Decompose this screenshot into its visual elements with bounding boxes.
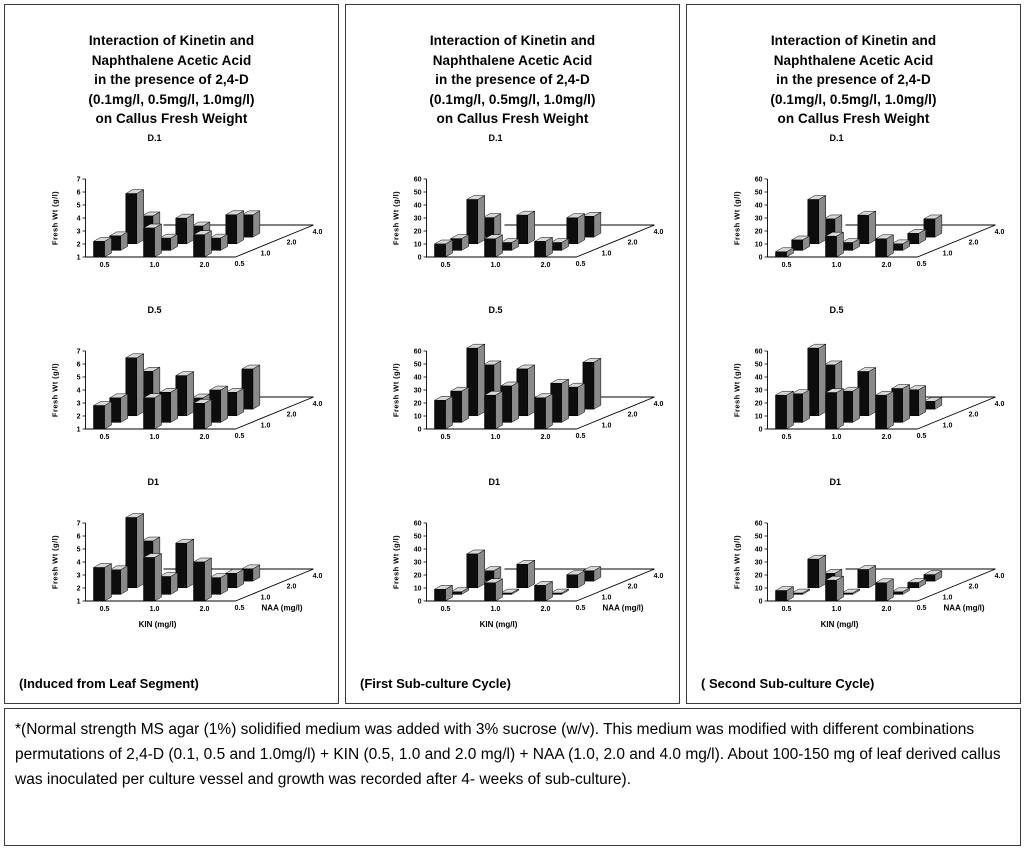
svg-text:0.5: 0.5 (440, 606, 451, 613)
plot-area (346, 317, 679, 467)
chart-series-label: D.5 (829, 305, 844, 315)
panel-title-line: in the presence of 2,4-D (776, 72, 931, 88)
svg-text:0.5: 0.5 (575, 433, 586, 440)
svg-text:0: 0 (417, 426, 422, 434)
bar-chart-3d (5, 145, 338, 295)
svg-text:1.0: 1.0 (831, 434, 842, 441)
svg-text:2.0: 2.0 (881, 434, 892, 441)
plot-area (346, 145, 679, 295)
svg-text:5: 5 (76, 374, 81, 382)
svg-text:Fresh Wt (g/l): Fresh Wt (g/l) (391, 362, 401, 418)
svg-text:50: 50 (413, 533, 422, 541)
bar-chart-3d (687, 145, 1020, 295)
svg-text:1: 1 (76, 254, 81, 262)
svg-text:2.0: 2.0 (540, 262, 551, 269)
svg-text:1.0: 1.0 (149, 606, 160, 613)
svg-text:40: 40 (754, 374, 763, 382)
svg-text:10: 10 (413, 413, 422, 421)
chart-series-label: D.1 (829, 133, 844, 143)
panel-caption: ( Second Sub-culture Cycle) (701, 676, 875, 691)
svg-text:Fresh Wt (g/l): Fresh Wt (g/l) (732, 190, 742, 246)
svg-text:50: 50 (413, 189, 422, 197)
svg-text:1.0: 1.0 (490, 606, 501, 613)
svg-text:0.5: 0.5 (781, 606, 792, 613)
svg-text:30: 30 (754, 215, 763, 223)
svg-text:20: 20 (754, 400, 763, 408)
svg-text:0: 0 (417, 254, 422, 262)
svg-text:1.0: 1.0 (260, 594, 271, 602)
panel-title-line: Naphthalene Acetic Acid (432, 52, 593, 68)
svg-text:0.5: 0.5 (781, 434, 792, 441)
svg-text:4.0: 4.0 (312, 229, 323, 236)
panel-caption: (First Sub-culture Cycle) (360, 676, 511, 691)
svg-text:5: 5 (76, 202, 81, 210)
chart-stack (5, 133, 338, 663)
chart-stack (687, 133, 1020, 663)
svg-text:4.0: 4.0 (653, 401, 664, 408)
plot-area (5, 317, 338, 467)
svg-text:Fresh Wt (g/l): Fresh Wt (g/l) (391, 534, 401, 590)
panel-title-line: on Callus Fresh Weight (95, 111, 248, 127)
svg-text:2: 2 (76, 585, 81, 593)
svg-text:4: 4 (76, 387, 81, 395)
svg-text:5: 5 (76, 546, 81, 554)
svg-text:40: 40 (754, 546, 763, 554)
svg-text:2.0: 2.0 (286, 411, 297, 419)
svg-text:NAA (mg/l): NAA (mg/l) (261, 603, 303, 613)
panel-title (346, 31, 679, 129)
svg-text:0.5: 0.5 (440, 434, 451, 441)
chart-stack (346, 133, 679, 663)
svg-text:60: 60 (754, 176, 763, 184)
panel-title-line: Interaction of Kinetin and (429, 33, 596, 48)
bar-chart-3d (346, 317, 679, 467)
plot-area (687, 317, 1020, 467)
bar-chart-3d (5, 317, 338, 467)
chart-panel (345, 4, 680, 704)
svg-text:30: 30 (754, 559, 763, 567)
svg-text:60: 60 (413, 520, 422, 528)
svg-text:Fresh Wt (g/l): Fresh Wt (g/l) (732, 362, 742, 418)
chart-D1 (687, 477, 1020, 640)
svg-text:2.0: 2.0 (968, 411, 979, 419)
svg-text:0.5: 0.5 (781, 262, 792, 269)
svg-text:20: 20 (754, 228, 763, 236)
svg-text:20: 20 (754, 572, 763, 580)
svg-text:40: 40 (754, 202, 763, 210)
svg-text:4.0: 4.0 (994, 229, 1005, 236)
chart-series-label: D.1 (147, 133, 162, 143)
bar-chart-3d (687, 489, 1020, 639)
svg-text:4: 4 (76, 559, 81, 567)
svg-text:10: 10 (413, 585, 422, 593)
svg-text:Fresh Wt (g/l): Fresh Wt (g/l) (732, 534, 742, 590)
svg-text:2.0: 2.0 (627, 583, 638, 591)
svg-text:0.5: 0.5 (916, 433, 927, 440)
svg-text:7: 7 (76, 348, 81, 356)
svg-text:4.0: 4.0 (994, 401, 1005, 408)
svg-text:3: 3 (76, 400, 81, 408)
svg-text:60: 60 (413, 348, 422, 356)
svg-text:0: 0 (758, 426, 763, 434)
svg-text:0.5: 0.5 (99, 606, 110, 613)
chart-series-label: D.1 (488, 133, 503, 143)
footnote-text: *(Normal strength MS agar (1%) solidified medium was added with 3% sucrose (w/v). This medium was modified with different combinations permutations of 2,4-D (0.1, 0.5 and 1.0mg/l) + KIN (0.5, 1.0 and 2.0 mg/l) + NAA (1.0, 2.0 and 4.0 mg/l). About 100-150 mg of leaf derived callus was inoculated per culture vessel and growth was recorded after 4- weeks of sub-culture). (15, 721, 1001, 789)
chart-series-label: D1 (488, 477, 501, 487)
svg-text:0.5: 0.5 (234, 433, 245, 440)
chart-D-5 (5, 305, 338, 468)
footnote-box (4, 708, 1021, 846)
panel-title-line: (0.1mg/l, 0.5mg/l, 1.0mg/l) (429, 91, 596, 107)
svg-text:6: 6 (76, 361, 81, 369)
svg-text:1.0: 1.0 (831, 262, 842, 269)
svg-text:0.5: 0.5 (916, 605, 927, 612)
svg-text:0.5: 0.5 (234, 605, 245, 612)
svg-text:40: 40 (413, 202, 422, 210)
svg-text:2: 2 (76, 413, 81, 421)
svg-text:20: 20 (413, 228, 422, 236)
svg-text:NAA (mg/l): NAA (mg/l) (943, 603, 985, 613)
chart-D-1 (346, 133, 679, 296)
svg-text:0: 0 (758, 254, 763, 262)
panel-title-line: Naphthalene Acetic Acid (91, 52, 252, 68)
svg-text:4: 4 (76, 215, 81, 223)
bar-chart-3d (687, 317, 1020, 467)
svg-text:40: 40 (413, 546, 422, 554)
bar-chart-3d (346, 145, 679, 295)
svg-text:1.0: 1.0 (601, 594, 612, 602)
svg-text:1.0: 1.0 (490, 434, 501, 441)
panel-title-line: in the presence of 2,4-D (94, 72, 249, 88)
svg-text:2.0: 2.0 (627, 411, 638, 419)
chart-D1 (5, 477, 338, 640)
svg-text:Fresh Wt (g/l): Fresh Wt (g/l) (391, 190, 401, 246)
chart-series-label: D.5 (488, 305, 503, 315)
svg-text:10: 10 (413, 241, 422, 249)
svg-text:2.0: 2.0 (540, 434, 551, 441)
panel-title-line: Interaction of Kinetin and (88, 33, 255, 48)
plot-area (5, 145, 338, 295)
plot-area (5, 489, 338, 639)
chart-D-1 (5, 133, 338, 296)
chart-series-label: D1 (829, 477, 842, 487)
svg-text:0.5: 0.5 (234, 261, 245, 268)
svg-text:10: 10 (754, 413, 763, 421)
plot-area (346, 489, 679, 639)
svg-text:30: 30 (413, 559, 422, 567)
svg-text:40: 40 (413, 374, 422, 382)
svg-text:20: 20 (413, 400, 422, 408)
svg-text:60: 60 (754, 348, 763, 356)
svg-text:1.0: 1.0 (831, 606, 842, 613)
svg-text:50: 50 (754, 361, 763, 369)
svg-text:1.0: 1.0 (490, 262, 501, 269)
svg-text:4.0: 4.0 (653, 573, 664, 580)
svg-text:6: 6 (76, 189, 81, 197)
svg-text:60: 60 (754, 520, 763, 528)
svg-text:0.5: 0.5 (575, 261, 586, 268)
svg-text:7: 7 (76, 176, 81, 184)
svg-text:Fresh Wt (g/l): Fresh Wt (g/l) (50, 362, 60, 418)
svg-text:4.0: 4.0 (312, 401, 323, 408)
chart-D1 (346, 477, 679, 640)
svg-text:1.0: 1.0 (260, 250, 271, 258)
svg-text:0: 0 (758, 598, 763, 606)
panel-title-line: on Callus Fresh Weight (436, 111, 589, 127)
svg-text:10: 10 (754, 241, 763, 249)
panel-title (5, 31, 338, 129)
svg-text:NAA (mg/l): NAA (mg/l) (602, 603, 644, 613)
svg-text:50: 50 (754, 189, 763, 197)
chart-D-5 (346, 305, 679, 468)
chart-D-5 (687, 305, 1020, 468)
svg-text:2.0: 2.0 (968, 239, 979, 247)
svg-text:Fresh Wt (g/l): Fresh Wt (g/l) (50, 190, 60, 246)
chart-D-1 (687, 133, 1020, 296)
chart-panel (686, 4, 1021, 704)
svg-text:30: 30 (413, 215, 422, 223)
svg-text:1.0: 1.0 (149, 262, 160, 269)
plot-area (687, 145, 1020, 295)
svg-text:1.0: 1.0 (260, 422, 271, 430)
svg-text:2.0: 2.0 (968, 583, 979, 591)
chart-series-label: D1 (147, 477, 160, 487)
svg-text:1.0: 1.0 (942, 594, 953, 602)
chart-panel (4, 4, 339, 704)
panel-title-line: Interaction of Kinetin and (770, 33, 937, 48)
svg-text:2.0: 2.0 (881, 606, 892, 613)
svg-text:2.0: 2.0 (627, 239, 638, 247)
svg-text:0.5: 0.5 (99, 262, 110, 269)
svg-text:1: 1 (76, 426, 81, 434)
svg-text:1.0: 1.0 (601, 250, 612, 258)
svg-text:KIN (mg/l): KIN (mg/l) (820, 620, 859, 629)
svg-text:30: 30 (754, 387, 763, 395)
panel-title-line: in the presence of 2,4-D (435, 72, 590, 88)
chart-series-label: D.5 (147, 305, 162, 315)
panel-title-line: (0.1mg/l, 0.5mg/l, 1.0mg/l) (770, 91, 937, 107)
svg-text:2.0: 2.0 (881, 262, 892, 269)
svg-text:50: 50 (754, 533, 763, 541)
svg-text:1.0: 1.0 (601, 422, 612, 430)
svg-text:0.5: 0.5 (99, 434, 110, 441)
svg-text:30: 30 (413, 387, 422, 395)
svg-text:2.0: 2.0 (199, 606, 210, 613)
panel-row (4, 4, 1021, 704)
svg-text:20: 20 (413, 572, 422, 580)
svg-text:2: 2 (76, 241, 81, 249)
svg-text:0.5: 0.5 (575, 605, 586, 612)
svg-text:1.0: 1.0 (942, 250, 953, 258)
svg-text:Fresh Wt (g/l): Fresh Wt (g/l) (50, 534, 60, 590)
svg-text:2.0: 2.0 (540, 606, 551, 613)
svg-text:4.0: 4.0 (994, 573, 1005, 580)
svg-text:0: 0 (417, 598, 422, 606)
svg-text:3: 3 (76, 228, 81, 236)
svg-text:3: 3 (76, 572, 81, 580)
svg-text:0.5: 0.5 (440, 262, 451, 269)
svg-text:1.0: 1.0 (149, 434, 160, 441)
svg-text:KIN (mg/l): KIN (mg/l) (138, 620, 177, 629)
panel-caption: (Induced from Leaf Segment) (19, 676, 199, 691)
svg-text:2.0: 2.0 (286, 239, 297, 247)
svg-text:0.5: 0.5 (916, 261, 927, 268)
panel-title-line: Naphthalene Acetic Acid (773, 52, 934, 68)
svg-text:2.0: 2.0 (199, 262, 210, 269)
panel-title-line: on Callus Fresh Weight (777, 111, 930, 127)
svg-text:2.0: 2.0 (199, 434, 210, 441)
svg-text:1.0: 1.0 (942, 422, 953, 430)
panel-title-line: (0.1mg/l, 0.5mg/l, 1.0mg/l) (88, 91, 255, 107)
svg-text:2.0: 2.0 (286, 583, 297, 591)
bar-chart-3d (346, 489, 679, 639)
svg-text:7: 7 (76, 520, 81, 528)
svg-text:6: 6 (76, 533, 81, 541)
svg-text:KIN (mg/l): KIN (mg/l) (479, 620, 518, 629)
svg-text:4.0: 4.0 (312, 573, 323, 580)
plot-area (687, 489, 1020, 639)
svg-text:50: 50 (413, 361, 422, 369)
bar-chart-3d (5, 489, 338, 639)
svg-text:4.0: 4.0 (653, 229, 664, 236)
panel-title (687, 31, 1020, 129)
svg-text:1: 1 (76, 598, 81, 606)
svg-text:60: 60 (413, 176, 422, 184)
svg-text:10: 10 (754, 585, 763, 593)
